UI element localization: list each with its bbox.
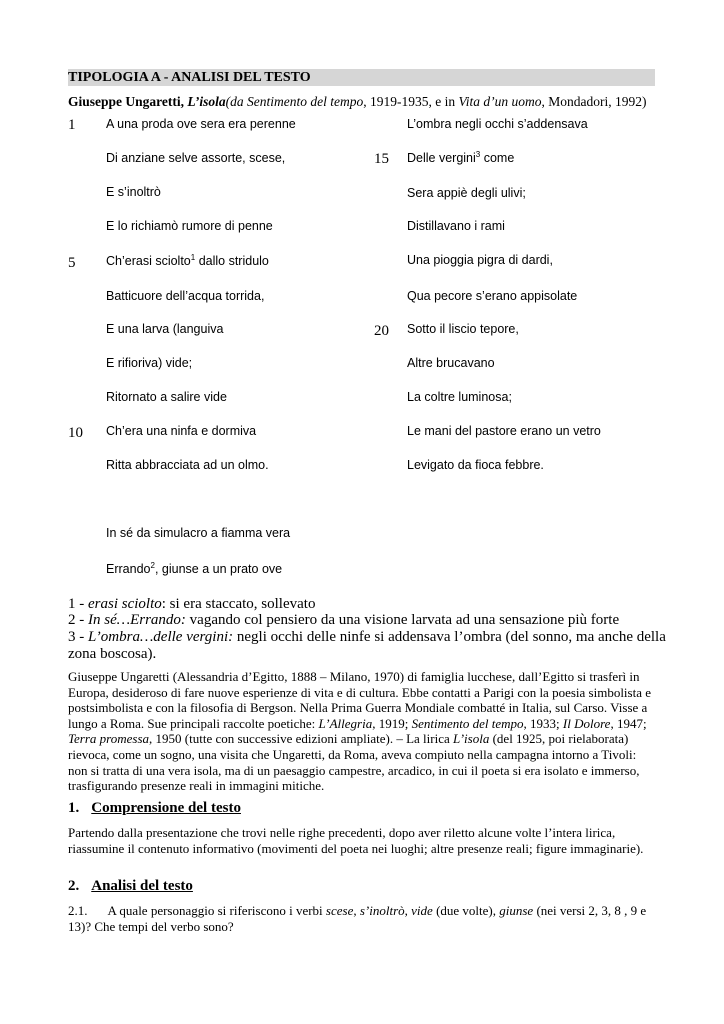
question-text: (due volte), [432, 903, 500, 918]
footnote-text: negli occhi delle ninfe si addensava l’ombra (del sonno, ma anche della [233, 629, 666, 645]
poem-verse: La coltre luminosa; [407, 390, 512, 404]
footnote-number: 1 - [68, 596, 88, 612]
poem-verse [407, 150, 514, 165]
section-title: Comprensione del testo [91, 800, 241, 816]
title-banner [68, 69, 655, 86]
separator: , [353, 903, 360, 918]
poem-verse: Ch’era una ninfa e dormiva [106, 424, 257, 438]
source-end: , Mondadori, 1992) [541, 94, 647, 109]
verb: giunse [499, 903, 534, 918]
footnote-number: 2 - [68, 612, 88, 628]
intro-text: , 1919; [372, 715, 412, 731]
intro-text: (del 1925, poi rielaborata) rievoca, come un sogno, una visita che Ungaretti, da Roma, aveva compiuto nella campagna intorno a Tivoli: non si tratta di una vera isola, ma di un paesaggio campestre, arcadico, in cui il poeta si era isolato e immerso, trasfigurando presenze reali in immagini mitiche. [68, 731, 640, 794]
footnote-ref: 2 [150, 561, 155, 570]
question-text: (nei versi 2, 3, 8 , 9 e 13)? Che tempi del verbo sono? [68, 903, 647, 934]
section-heading-analysis [68, 878, 193, 895]
footnote-number: 3 - [68, 629, 88, 645]
verse-text: come [480, 151, 515, 166]
intro-text: Giuseppe Ungaretti (Alessandria d’Egitto, 1888 – Milano, 1970) di famiglia lucchese, dall’Egitto si trasferì in Europa, desideroso di fare nuove esperienze di vita e di cultura. Ebbe contatti a Parigi con la poesia simbolista e postsimbolista e con la filosofia di Bergson. Nella Prima Guerra Mondiale combatté in Italia, sul Carso. Visse a lungo a Roma. Sue principali raccolte poetiche: [68, 669, 652, 731]
work-title: Il Dolore [562, 715, 611, 731]
verse-text: Delle vergini [407, 151, 476, 166]
poem-author: Giuseppe Ungaretti, [68, 94, 185, 109]
footnote [68, 596, 315, 613]
footnote [68, 612, 619, 629]
poem-verse [106, 253, 269, 268]
section-number: 1. [68, 800, 80, 816]
verse-text: , giunse a un prato ove [154, 562, 283, 577]
poem-verse: E lo richiamò rumore di penne [106, 219, 273, 233]
poem-verse: Di anziane selve assorte, scese, [106, 151, 286, 165]
poem-verse: Ritornato a salire vide [106, 390, 227, 404]
section-heading-comprehension [68, 800, 241, 817]
footnote-term: erasi sciolto [88, 596, 162, 612]
poem-verse: Levigato da fioca febbre. [407, 458, 544, 472]
question-2-1 [68, 903, 658, 934]
section-number: 2. [68, 878, 80, 894]
poem-verse: L’ombra negli occhi s’addensava [407, 117, 588, 131]
section-text: Partendo dalla presentazione che trovi nelle righe precedenti, dopo aver riletto alcune volte l’intera lirica, riassumine il contenuto informativo (movimenti del poeta nei luoghi; altre presenze reali; figure immaginarie). [68, 825, 644, 856]
poem-source-line [68, 94, 647, 110]
verb: scese [325, 903, 354, 918]
source-open: (da [225, 94, 248, 109]
work-title: Sentimento del tempo [411, 715, 524, 731]
work-title: Terra promessa [68, 731, 150, 747]
question-text: A quale personaggio si riferiscono i verbi [107, 903, 326, 918]
verse-text: dallo stridulo [195, 254, 269, 269]
poem-verse: In sé da simulacro a fiamma vera [106, 526, 291, 540]
line-number: 5 [68, 255, 76, 271]
footnote-term: In sé…Errando: [88, 612, 186, 628]
poem-verse: Distillavano i rami [407, 219, 505, 233]
poem-verse: Qua pecore s’erano appisolate [407, 289, 578, 303]
line-number: 15 [374, 151, 389, 167]
poem-title: L’isola [187, 94, 226, 109]
footnote-term: L’ombra…delle vergini: [88, 629, 234, 645]
line-number: 20 [374, 323, 389, 339]
footnote-continuation: zona boscosa). [68, 646, 157, 662]
poem-verse: Altre brucavano [407, 356, 495, 370]
verb: vide [411, 903, 433, 918]
poem-verse: E una larva (languiva [106, 322, 224, 336]
line-number: 1 [68, 117, 76, 133]
collection-title: Sentimento del tempo [247, 94, 364, 109]
line-number: 10 [68, 425, 83, 441]
poem-verse: E rifioriva) vide; [106, 356, 193, 370]
verb: s’inoltrò [359, 903, 405, 918]
source-mid: , 1919-1935, e in [363, 94, 459, 109]
work-title: L’Allegria [318, 715, 373, 731]
footnote-text: : si era staccato, sollevato [161, 596, 316, 612]
section-title: Analisi del testo [91, 878, 193, 894]
footnote-ref: 1 [190, 253, 196, 262]
poem-verse: Le mani del pastore erano un vetro [407, 424, 601, 438]
poem-verse: Sotto il liscio tepore, [407, 322, 519, 336]
poem-verse: Sera appiè degli ulivi; [407, 186, 526, 200]
footnote-ref: 3 [475, 150, 481, 159]
verse-text: Ch’erasi sciolto [106, 254, 191, 269]
poem-verse: Batticuore dell’acqua torrida, [106, 289, 265, 303]
poem-verse: Ritta abbracciata ad un olmo. [106, 458, 269, 472]
poem-verse: E s’inoltrò [106, 185, 161, 199]
footnote-text: vagando col pensiero da una visione larvata ad una sensazione più forte [185, 612, 620, 628]
poem-verse: A una proda ove sera era perenne [106, 117, 296, 131]
poem-verse: Una pioggia pigra di dardi, [407, 253, 553, 267]
question-number: 2.1. [68, 903, 88, 918]
footnote [68, 629, 666, 646]
poem-verse [106, 561, 282, 576]
verse-text: Errando [106, 562, 151, 577]
work-title: L’isola [452, 731, 490, 747]
collection-title-2: Vita d’un uomo [458, 94, 542, 109]
intro-text: , 1947; [610, 715, 647, 731]
intro-text: , 1933; [523, 715, 563, 731]
intro-text: , 1950 (tutte con successive edizioni ampliate). – La lirica [149, 731, 453, 747]
author-intro-paragraph [68, 669, 658, 794]
page-title: TIPOLOGIA A - ANALISI DEL TESTO [68, 70, 311, 85]
separator: , [404, 903, 412, 918]
